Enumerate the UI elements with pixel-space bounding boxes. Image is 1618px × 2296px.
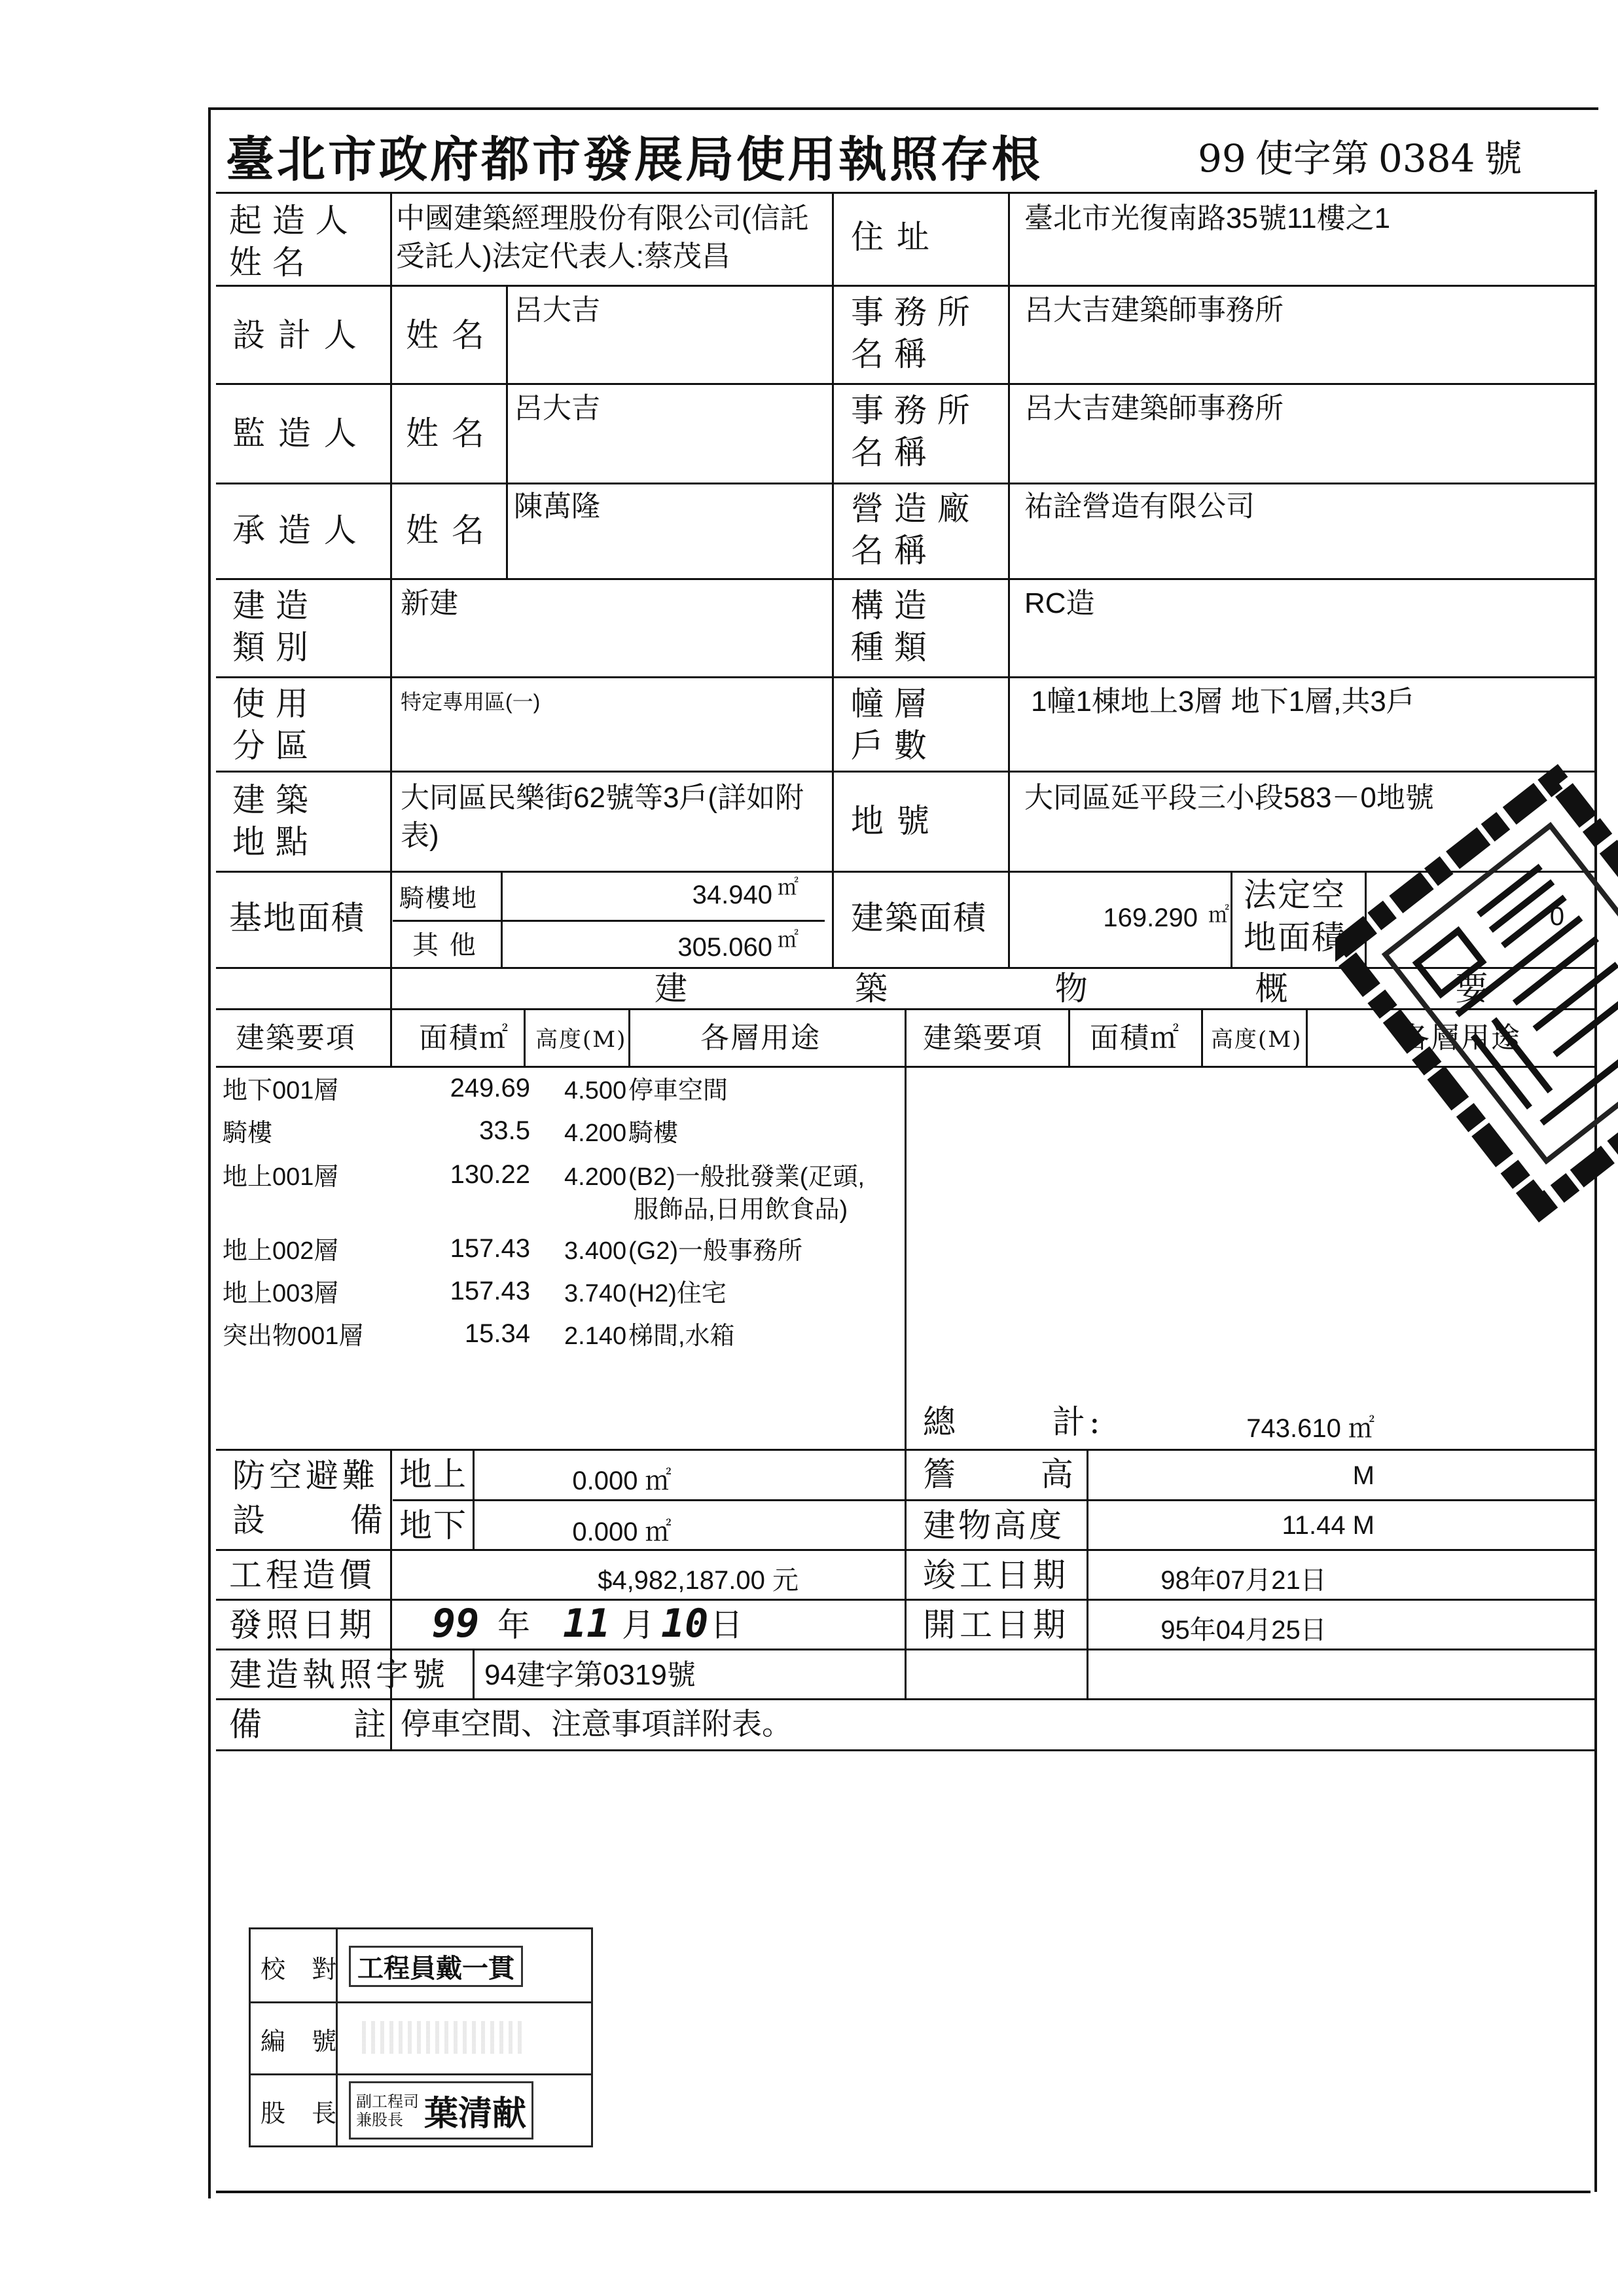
issue-month-unit: 月 — [622, 1606, 656, 1644]
rule-v — [390, 1449, 392, 1599]
contractor-office: 祐詮營造有限公司 — [1024, 490, 1255, 522]
permit-number — [1198, 128, 1531, 183]
rule — [216, 1698, 1594, 1700]
header-height-right: 高度(M) — [1211, 1027, 1303, 1053]
designer-office-label — [851, 291, 1001, 375]
supervisor-office-label — [851, 390, 1001, 473]
build-permit-value: 94建字第0319號 — [484, 1659, 696, 1691]
form-title: 臺北市政府都市發展局使用執照存根 — [226, 132, 1043, 188]
rule — [216, 483, 1594, 484]
header-area-right: 面積㎡ — [1090, 1021, 1180, 1055]
row-area: 157.43 — [450, 1277, 530, 1305]
supervisor-office-label-1: 事 務 所 — [851, 392, 970, 429]
number-label: 編 號 — [261, 2027, 346, 2056]
header-use-left: 各層用途 — [700, 1021, 821, 1055]
build-type-label — [232, 585, 380, 668]
eave-label: 簷 高 — [923, 1455, 1075, 1493]
rule-v — [1008, 192, 1010, 967]
official-seal — [1335, 759, 1618, 1257]
permit-type: 使字第 — [1255, 136, 1369, 181]
zoning-value: 特定專用區(一) — [401, 690, 541, 714]
contractor-name: 陳萬隆 — [514, 490, 600, 522]
building-area-label: 建築面積 — [851, 899, 987, 937]
other-label: 其 他 — [412, 930, 477, 960]
location-label-1: 建 築 — [232, 781, 308, 819]
designer-name: 呂大吉 — [514, 294, 600, 326]
row-item: 地下001層 — [223, 1077, 339, 1104]
row-area: 157.43 — [450, 1234, 530, 1263]
row-use: (B2)一般批發業(疋頭, — [628, 1163, 865, 1191]
structure-label-1: 構 造 — [851, 587, 927, 625]
open-space-label-1: 法定空 — [1244, 876, 1346, 914]
open-space-value: 0 — [1549, 902, 1564, 931]
row-height: 4.500 — [564, 1077, 627, 1104]
zoning-label — [232, 683, 380, 767]
rule — [216, 578, 1594, 580]
form-frame-bottom — [216, 2191, 1591, 2193]
completion-date-value: 98年07月21日 — [1160, 1566, 1327, 1595]
issue-year-unit: 年 — [497, 1606, 531, 1644]
row-use: (G2)一般事務所 — [628, 1237, 803, 1265]
location-label — [232, 779, 380, 863]
supervisor-office: 呂大吉建築師事務所 — [1024, 392, 1284, 424]
cost-value: $4,982,187.00 元 — [598, 1566, 799, 1595]
rule-v — [506, 285, 508, 579]
issue-month: 11 — [563, 1601, 611, 1647]
designer-label: 設 計 人 — [232, 316, 358, 354]
other-value: 305.060 — [677, 933, 772, 962]
rule — [216, 1749, 1594, 1751]
lot-value: 大同區延平段三小段583－0地號 — [1024, 782, 1434, 814]
zoning-label-2: 分 區 — [232, 727, 308, 765]
rule-v — [473, 1449, 475, 1549]
row-item: 地上001層 — [223, 1163, 339, 1191]
units-value: 1幢1棟地上3層 地下1層,共3戶 — [1031, 685, 1415, 718]
cost-label: 工程造價 — [229, 1556, 376, 1594]
owner-label-line1: 起 造 人 — [229, 202, 348, 240]
row-height: 4.200 — [564, 1120, 627, 1147]
units-label — [851, 683, 1001, 767]
row-area: 130.22 — [450, 1160, 530, 1189]
location-label-2: 地 點 — [232, 823, 308, 861]
rule-v — [905, 1008, 907, 1449]
row-use: (H2)住宅 — [628, 1280, 727, 1307]
header-area-left: 面積㎡ — [419, 1021, 509, 1055]
remarks-label: 備 註 — [229, 1705, 387, 1743]
approval-stamp — [249, 1927, 593, 2147]
rule-v — [905, 1599, 907, 1698]
row-area: 33.5 — [479, 1116, 530, 1145]
rule-v — [1306, 1008, 1308, 1066]
contractor-name-label: 姓 名 — [406, 511, 486, 549]
units-label-2: 戶 數 — [851, 727, 927, 765]
permit-suffix: 號 — [1484, 136, 1522, 181]
chief-title-2: 兼股長 — [356, 2110, 403, 2129]
build-type-label-1: 建 造 — [232, 587, 308, 625]
permit-year: 99 — [1198, 136, 1246, 181]
issue-year: 99 — [432, 1601, 480, 1647]
rule — [216, 285, 1594, 287]
summary-title: 建 築 物 概 要 — [655, 970, 1567, 1008]
eave-value: M — [1352, 1461, 1375, 1490]
build-permit-label: 建造執照字號 — [229, 1656, 449, 1694]
faded-stamp — [362, 2021, 526, 2054]
row-item: 騎樓 — [223, 1120, 273, 1147]
row-area: 15.34 — [464, 1319, 530, 1348]
owner-value: 中國建築經理股份有限公司(信託受託人)法定代表人:蔡茂昌 — [396, 202, 809, 272]
chief-label: 股 長 — [261, 2099, 346, 2128]
stamp-rule — [251, 2073, 591, 2075]
rule — [216, 192, 1594, 194]
structure-value: RC造 — [1024, 587, 1095, 619]
row-area: 249.69 — [450, 1074, 530, 1102]
supervisor-label: 監 造 人 — [232, 414, 358, 452]
designer-office-label-1: 事 務 所 — [851, 293, 970, 331]
header-use-right: 各層用途 — [1401, 1021, 1521, 1055]
total-value: 743.610 ㎡ — [1246, 1414, 1375, 1443]
owner-label — [229, 200, 380, 283]
structure-label — [851, 585, 1001, 668]
owner-label-line2: 姓 名 — [229, 244, 305, 282]
contractor-office-label-2: 名 稱 — [851, 532, 927, 570]
issue-date-label: 發照日期 — [229, 1606, 376, 1644]
row-height: 2.140 — [564, 1322, 627, 1350]
rule — [216, 676, 1594, 678]
supervisor-name-label: 姓 名 — [406, 414, 486, 452]
row-height: 4.200 — [564, 1163, 627, 1191]
building-height-label: 建物高度 — [923, 1506, 1064, 1544]
rule-v — [628, 1008, 630, 1066]
site-area-label: 基地面積 — [229, 899, 365, 937]
row-use: 停車空間 — [628, 1077, 728, 1104]
build-type-label-2: 類 別 — [232, 629, 308, 666]
building-height-value: 11.44 M — [1282, 1511, 1375, 1540]
designer-office-label-2: 名 稱 — [851, 335, 927, 373]
remarks-value: 停車空間、注意事項詳附表。 — [401, 1707, 792, 1741]
designer-office: 呂大吉建築師事務所 — [1024, 294, 1284, 326]
rule-v — [524, 1008, 526, 1066]
row-item: 突出物001層 — [223, 1322, 364, 1350]
row-use: 騎樓 — [628, 1120, 679, 1147]
shelter-below-label: 地下 — [399, 1506, 467, 1544]
row-height: 3.400 — [564, 1237, 627, 1265]
structure-label-2: 種 類 — [851, 629, 927, 666]
lot-label: 地 號 — [851, 802, 931, 840]
rule — [393, 920, 825, 922]
rule-v — [1068, 1008, 1070, 1066]
row-use-continued: 服飾品,日用飲食品) — [634, 1196, 848, 1224]
rule-v — [390, 1008, 392, 1066]
arcade-unit: ㎡ — [777, 875, 799, 899]
shelter-above-value: 0.000 ㎡ — [572, 1467, 672, 1495]
header-height-left: 高度(M) — [535, 1027, 627, 1053]
rule — [393, 1499, 1594, 1501]
contractor-office-label — [851, 488, 1001, 572]
rule-v — [390, 192, 392, 1008]
building-area-unit: ㎡ — [1208, 903, 1229, 926]
build-type-value: 新建 — [401, 587, 458, 619]
units-label-1: 幢 層 — [851, 685, 927, 723]
rule — [216, 383, 1594, 385]
row-height: 3.740 — [564, 1280, 627, 1307]
contractor-office-label-1: 營 造 廠 — [851, 490, 970, 528]
shelter-label-2: 設 備 — [232, 1501, 384, 1539]
other-unit: ㎡ — [777, 928, 799, 951]
shelter-below-value: 0.000 ㎡ — [572, 1518, 672, 1546]
total-label: 總 計: — [923, 1403, 1104, 1441]
building-area-value: 169.290 — [1103, 903, 1198, 932]
location-value: 大同區民樂街62號等3戶(詳如附表) — [401, 782, 804, 852]
designer-name-label: 姓 名 — [406, 316, 486, 354]
header-item-left: 建築要項 — [236, 1021, 356, 1055]
rule-v — [1231, 871, 1232, 967]
row-item: 地上002層 — [223, 1237, 339, 1265]
header-item-right: 建築要項 — [923, 1021, 1043, 1055]
zoning-label-1: 使 用 — [232, 685, 308, 723]
issue-day: 10 — [661, 1601, 709, 1647]
chief-signature — [349, 2081, 533, 2140]
row-item: 地上003層 — [223, 1280, 339, 1307]
open-space-label-2: 地面積 — [1244, 919, 1346, 957]
rule-v — [1201, 1008, 1203, 1066]
contractor-label: 承 造 人 — [232, 511, 358, 549]
issue-day-unit: 日 — [710, 1606, 744, 1644]
arcade-value: 34.940 — [692, 881, 772, 909]
supervisor-name: 呂大吉 — [514, 392, 600, 424]
arcade-label: 騎樓地 — [399, 884, 478, 913]
address-value: 臺北市光復南路35號11樓之1 — [1024, 202, 1391, 234]
rule-v — [1087, 1599, 1088, 1698]
chief-title-1: 副工程司 — [356, 2092, 419, 2111]
stamp-rule — [251, 2001, 591, 2003]
check-label: 校 對 — [261, 1955, 346, 1984]
address-label: 住 址 — [851, 218, 931, 256]
check-signature: 工程員戴一貫 — [349, 1946, 523, 1987]
completion-date-label: 竣工日期 — [923, 1556, 1070, 1594]
permit-serial: 0384 — [1378, 136, 1475, 181]
chief-name: 葉清献 — [424, 2094, 527, 2134]
shelter-label-1: 防空避難 — [232, 1457, 379, 1495]
rule-v — [473, 1649, 475, 1698]
start-date-value: 95年04月25日 — [1160, 1616, 1327, 1645]
rule-v — [501, 871, 503, 967]
rule-v — [390, 1698, 392, 1749]
rule-v — [832, 192, 834, 967]
row-use: 梯間,水箱 — [628, 1322, 735, 1350]
shelter-above-label: 地上 — [399, 1455, 467, 1493]
supervisor-office-label-2: 名 稱 — [851, 433, 927, 471]
start-date-label: 開工日期 — [923, 1606, 1070, 1644]
